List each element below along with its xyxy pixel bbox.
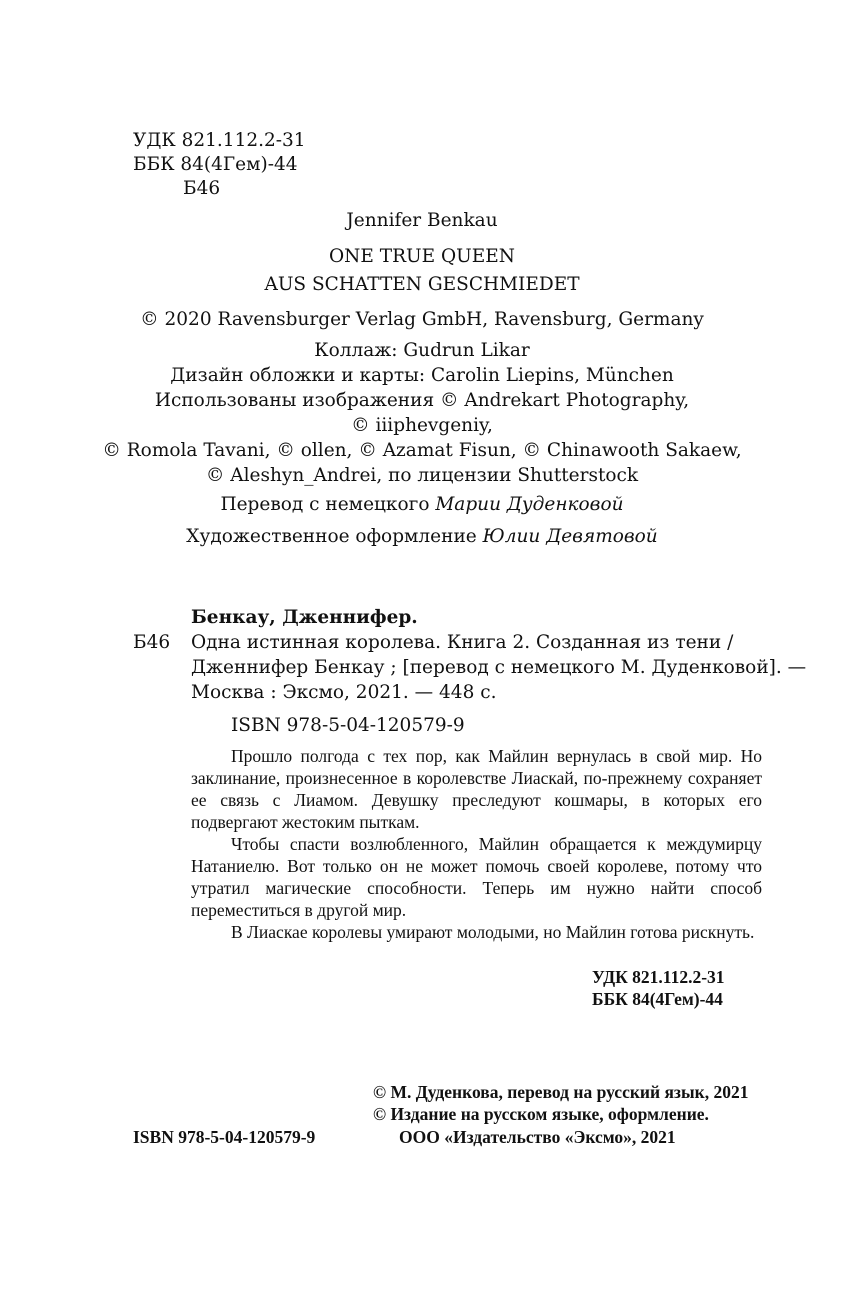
annotation-paragraph3: В Лиаскае королевы умирают молодыми, но Майлин готова рискнуть. xyxy=(231,922,755,942)
catalog-author-heading: Бенкау, Дженнифер. xyxy=(191,607,418,628)
artist-name: Юлии Девятовой xyxy=(482,526,658,547)
translation-copyright: © М. Дуденкова, перевод на русский язык, 2021 xyxy=(373,1082,749,1102)
translation-label: Перевод с немецкого xyxy=(220,494,436,515)
publisher-copyright: ООО «Издательство «Эксмо», 2021 xyxy=(399,1127,676,1147)
footer-bbk-code: ББК 84(4Гем)-44 xyxy=(592,989,723,1009)
original-author: Jennifer Benkau xyxy=(346,210,498,231)
original-book-title: AUS SCHATTEN GESCHMIEDET xyxy=(264,274,580,295)
art-label: Художественное оформление xyxy=(186,526,483,547)
images-credit-line3: © Romola Tavani, © ollen, © Azamat Fisun, © Chinawooth Sakaew, xyxy=(102,440,742,461)
author-mark: Б46 xyxy=(183,178,221,199)
images-credit-line2: © iiiphevgeniy, xyxy=(351,415,493,436)
cover-design-credit: Дизайн обложки и карты: Carolin Liepins, München xyxy=(170,365,674,386)
original-series-title: ONE TRUE QUEEN xyxy=(329,246,515,267)
original-copyright: © 2020 Ravensburger Verlag GmbH, Ravensburg, Germany xyxy=(140,309,704,330)
annotation xyxy=(191,745,762,943)
catalog-isbn: ISBN 978-5-04-120579-9 xyxy=(231,715,465,736)
footer-udk-code: УДК 821.112.2-31 xyxy=(592,967,725,987)
translation-credit xyxy=(0,492,844,517)
annotation-paragraph1: Прошло полгода с тех пор, как Майлин вернулась в свой мир. Но заклинание, произнесенное в королевстве Лиаскай, по-прежнему сохраняет ее связь с Лиамом. Девушку преследуют кошмары, в которых его подвергают жестоким пыткам. xyxy=(191,746,762,832)
annotation-paragraph2: Чтобы спасти возлюбленного, Майлин обращается к междумирцу Натаниелю. Вот только он не может помочь своей королеве, потому что утратил магические способности. Теперь им нужно найти способ переместиться в другой мир. xyxy=(191,834,762,920)
catalog-line3: Москва : Эксмо, 2021. — 448 с. xyxy=(191,682,497,703)
collage-credit: Коллаж: Gudrun Likar xyxy=(314,340,530,361)
images-credit-line4: © Aleshyn_Andrei, по лицензии Shutterstock xyxy=(205,465,639,486)
art-design-credit xyxy=(0,524,844,549)
images-credit-line1: Использованы изображения © Andrekart Photography, xyxy=(154,390,690,411)
udk-code: УДК 821.112.2-31 xyxy=(133,130,306,151)
footer-isbn: ISBN 978-5-04-120579-9 xyxy=(133,1127,316,1147)
catalog-line2: Дженнифер Бенкау ; [перевод с немецкого М. Дуденковой]. — xyxy=(191,657,807,678)
catalog-line1: Одна истинная королева. Книга 2. Созданная из тени / xyxy=(191,632,734,653)
catalog-mark: Б46 xyxy=(133,632,171,653)
translator-name: Марии Дуденковой xyxy=(435,494,624,515)
bbk-code: ББК 84(4Гем)-44 xyxy=(133,154,298,175)
edition-copyright: © Издание на русском языке, оформление. xyxy=(373,1104,709,1124)
